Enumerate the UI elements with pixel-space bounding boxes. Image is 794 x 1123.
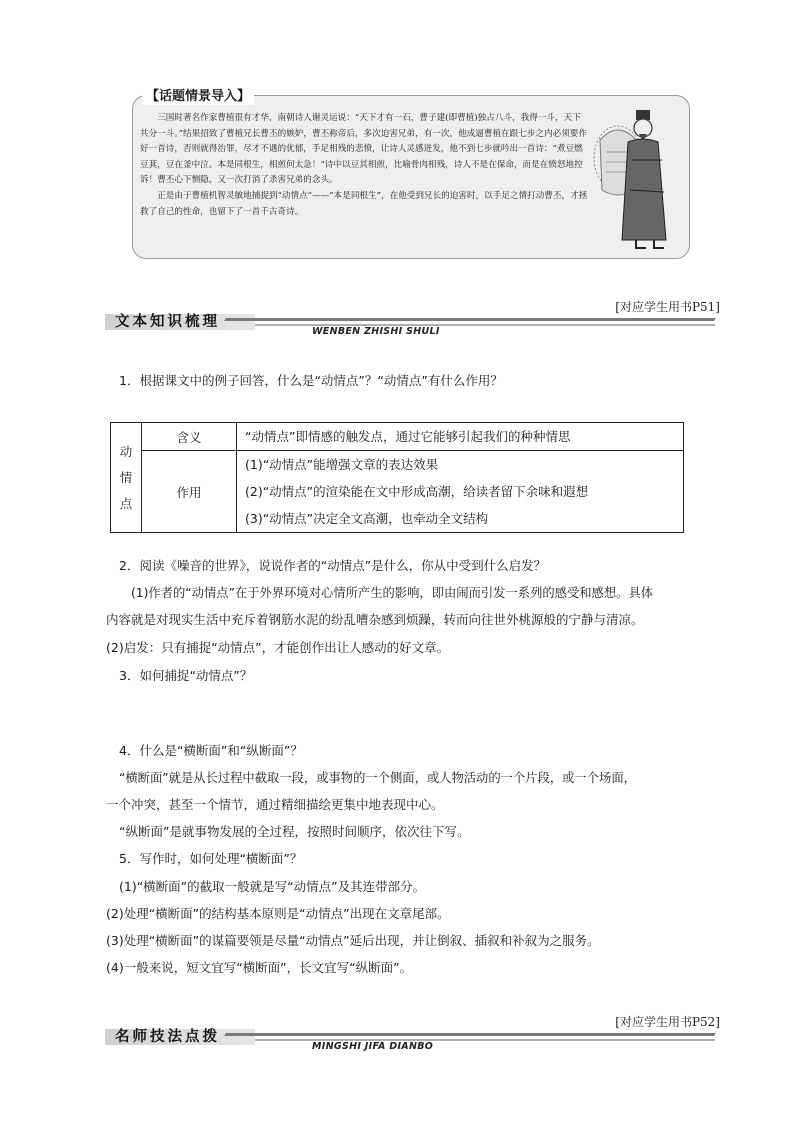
question-2: 2．阅读《噪音的世界》，说说作者的“动情点”是什么，你从中受到什么启发？ — [119, 558, 547, 573]
answer-5-item: (2)处理“横断面”的结构基本原则是“动情点”出现在文章尾部。 — [106, 906, 450, 921]
answer-2-1-line-1: (1)作者的“动情点”在于外界环境对心情所产生的影响，即由闹而引发一系列的感受和感想。具体 — [131, 586, 654, 600]
section-1-title: 文本知识梳理 — [115, 314, 220, 330]
answer-4-line-3: “纵断面”是就事物发展的全过程，按照时间顺序，依次往下写。 — [119, 824, 470, 839]
table-cell: (1)“动情点”能增强文章的表达效果 (2)“动情点”的渲染能在文中形成高潮，给读者留下余味和遐想 (3)“动情点”决定全文高潮，也牵动全文结构 — [237, 451, 684, 533]
intro-text — [140, 111, 588, 220]
section-1-pinyin: WENBEN ZHISHI SHULI — [312, 326, 440, 337]
question-5: 5．写作时，如何处理“横断面”？ — [119, 851, 303, 866]
answer-2-1-line-2: 内容就是对现实生活中充斥着钢筋水泥的纷乱嘈杂感到烦躁，转而向往世外桃源般的宁静与清凉。 — [106, 612, 644, 627]
table-label: 动 情 点 — [111, 423, 142, 533]
intro-paragraph-1: 三国时著名作家曹植很有才华，南朝诗人谢灵运说：“天下才有一石，曹子建(即曹植)独占八斗，我得一斗，天下共分一斗。”结果招致了曹植兄长曹丕的嫉妒，曹丕称帝后，多次迫害兄弟，有一次，他成逼曹植在跟七步之内必须要作好一首诗，否则就得治罪，尽才不遇的优郁，手足相残的悲愤，让诗人灵感迸发，他不到七步就吟出一首诗：“煮豆燃豆萁，豆在釜中泣。本是同根生，相煎何太急！”诗中以豆其相煎，比喻骨肉相残，诗人不是在保命，而是在愤怒地控诉！曹丕心下恻隐，又一次打消了杀害兄弟的念头。 — [140, 113, 587, 186]
section-2-ref: [对应学生用书P52] — [615, 1015, 720, 1029]
table-cell: “动情点”即情感的触发点，通过它能够引起我们的种种情思 — [237, 423, 684, 451]
section-2-pinyin: MINGSHI JIFA DIANBO — [312, 1041, 434, 1052]
dongqingdian-table — [110, 422, 684, 533]
question-4: 4．什么是“横断面”和“纵断面”？ — [119, 743, 303, 758]
section-banner-1 — [105, 298, 720, 338]
question-3: 3．如何捕捉“动情点”？ — [119, 668, 253, 683]
question-1: 1．根据课文中的例子回答，什么是“动情点”？“动情点”有什么作用？ — [119, 373, 503, 388]
table-row-head: 作用 — [142, 451, 237, 533]
table-row-head: 含义 — [142, 423, 237, 451]
answer-4-line-1: “横断面”就是从长过程中截取一段，或事物的一个侧面，或人物活动的一个片段，或一个场面， — [119, 771, 636, 785]
banner-stripe — [224, 318, 716, 321]
banner-stripe — [224, 1033, 716, 1036]
answer-5-item: (3)处理“横断面”的谋篇要领是尽量“动情点”延后出现，并让倒叙、插叙和补叙为之服务。 — [106, 933, 600, 948]
answer-5-item: (4)一般来说，短文宜写“横断面”，长文宜写“纵断面”。 — [106, 960, 413, 975]
section-1-ref: [对应学生用书P51] — [615, 300, 720, 314]
section-banner-2 — [105, 1013, 720, 1053]
cao-zhi-illustration — [592, 100, 684, 252]
answer-2-2: (2)启发：只有捕捉“动情点”，才能创作出让人感动的好文章。 — [106, 640, 450, 655]
intro-title: 【话题情景导入】 — [142, 84, 254, 105]
answer-5-item: (1)“横断面”的截取一般就是写“动情点”及其连带部分。 — [119, 879, 426, 894]
intro-paragraph-2: 正是由于曹植机智灵敏地捕捉到“动情点”——“本是同根生”，在他受到兄长的迫害时，以手足之情打动曹丕，才拯救了自己的性命，也留下了一首千古奇诗。 — [140, 190, 588, 217]
answer-4-line-2: 一个冲突，甚至一个情节，通过精细描绘更集中地表现中心。 — [106, 797, 444, 812]
section-2-title: 名师技法点拨 — [115, 1029, 220, 1045]
